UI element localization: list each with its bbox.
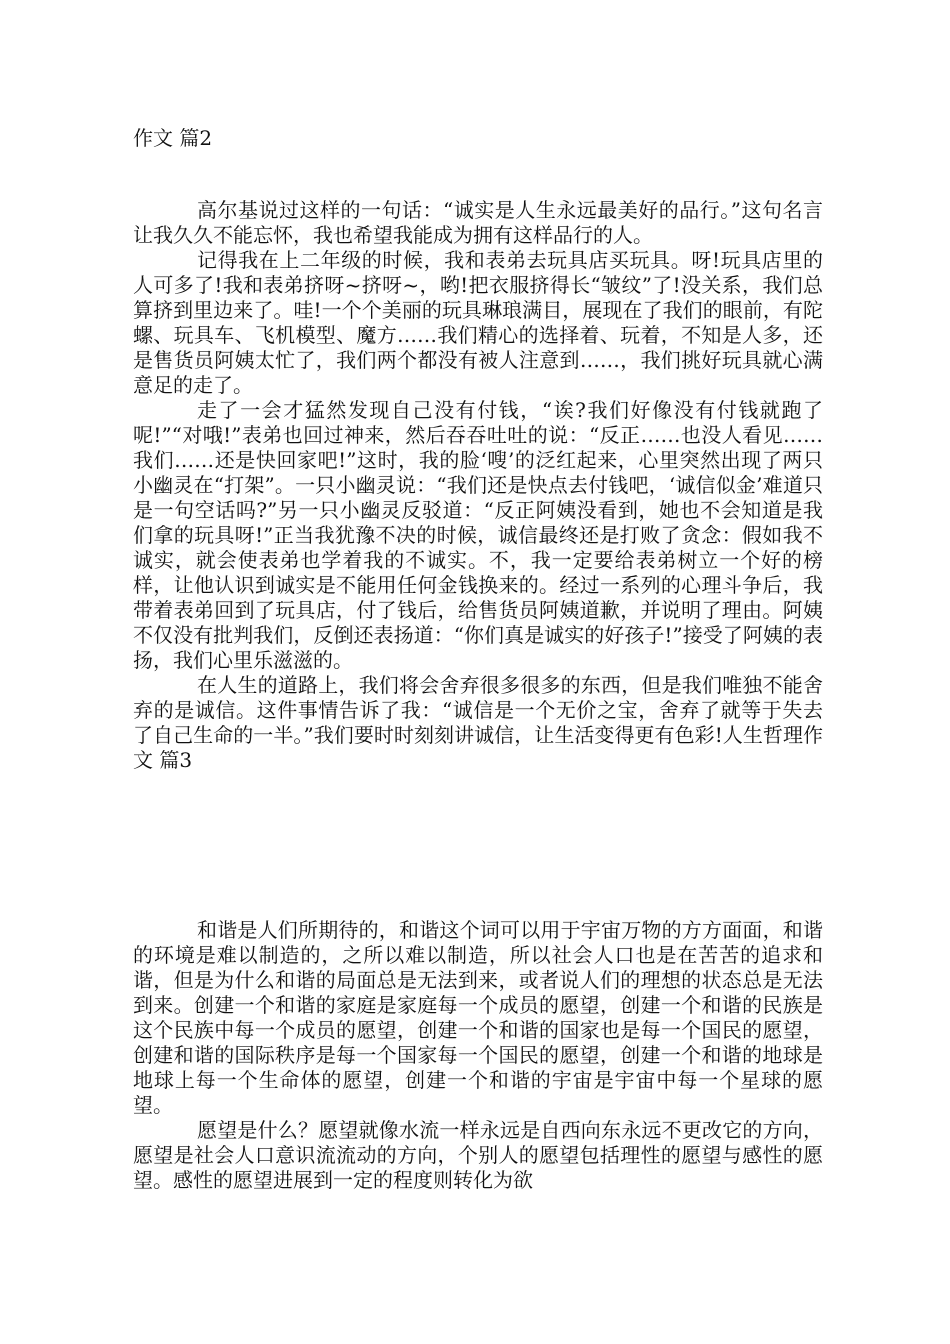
essay-section-3 xyxy=(133,918,823,1193)
paragraph: 走了一会才猛然发现自己没有付钱，“诶?我们好像没有付钱就跑了呢!”“对哦!”表弟也回过神来，然后吞吞吐吐的说：“反正……也没人看见……我们……还是快回家吧!”这时，我的脸‘嗖’的泛红起来，心里突然出现了两只小幽灵在“打架”。一只小幽灵说：“我们还是快点去付钱吧，‘诚信似金’难道只是一句空话吗?”另一只小幽灵反驳道：“反正阿姨没看到，她也不会知道是我们拿的玩具呀!”正当我犹豫不决的时候，诚信最终还是打败了贪念：假如我不诚实，就会使表弟也学着我的不诚实。不，我一定要给表弟树立一个好的榜样，让他认识到诚实是不能用任何金钱换来的。经过一系列的心理斗争后，我带着表弟回到了玩具店，付了钱后，给售货员阿姨道歉，并说明了理由。阿姨不仅没有批判我们，反倒还表扬道：“你们真是诚实的好孩子!”接受了阿姨的表扬，我们心里乐滋滋的。 xyxy=(133,398,823,672)
paragraph: 和谐是人们所期待的，和谐这个词可以用于宇宙万物的方方面面，和谐的环境是难以制造的，之所以难以制造，所以社会人口也是在苦苦的追求和谐，但是为什么和谐的局面总是无法到来，或者说人们的理想的状态总是无法到来。创建一个和谐的家庭是家庭每一个成员的愿望，创建一个和谐的民族是这个民族中每一个成员的愿望，创建一个和谐的国家也是每一个国民的愿望，创建和谐的国际秩序是每一个国家每一个国民的愿望，创建一个和谐的地球是地球上每一个生命体的愿望，创建一个和谐的宇宙是宇宙中每一个星球的愿望。 xyxy=(133,918,823,1117)
paragraph: 在人生的道路上，我们将会舍弃很多很多的东西，但是我们唯独不能舍弃的是诚信。这件事情告诉了我：“诚信是一个无价之宝，舍弃了就等于失去了自己生命的一半。”我们要时时刻刻讲诚信，让生活变得更有色彩!人生哲理作文 篇3 xyxy=(133,673,823,772)
paragraph: 愿望是什么？愿望就像水流一样永远是自西向东永远不更改它的方向，愿望是社会人口意识流流动的方向，个别人的愿望包括理性的愿望与感性的愿望。感性的愿望进展到一定的程度则转化为欲 xyxy=(133,1118,823,1192)
section-heading: 作文 篇2 xyxy=(133,126,213,150)
essay-section-2 xyxy=(133,198,823,773)
paragraph: 记得我在上二年级的时候，我和表弟去玩具店买玩具。呀!玩具店里的人可多了!我和表弟挤呀~挤呀~，哟!把衣服挤得长“皱纹”了!没关系，我们总算挤到里边来了。哇!一个个美丽的玩具琳琅满目，展现在了我们的眼前，有陀螺、玩具车、飞机模型、魔方……我们精心的选择着、玩着，不知是人多，还是售货员阿姨太忙了，我们两个都没有被人注意到……，我们挑好玩具就心满意足的走了。 xyxy=(133,248,823,397)
paragraph: 高尔基说过这样的一句话：“诚实是人生永远最美好的品行。”这句名言让我久久不能忘怀，我也希望我能成为拥有这样品行的人。 xyxy=(133,198,823,247)
